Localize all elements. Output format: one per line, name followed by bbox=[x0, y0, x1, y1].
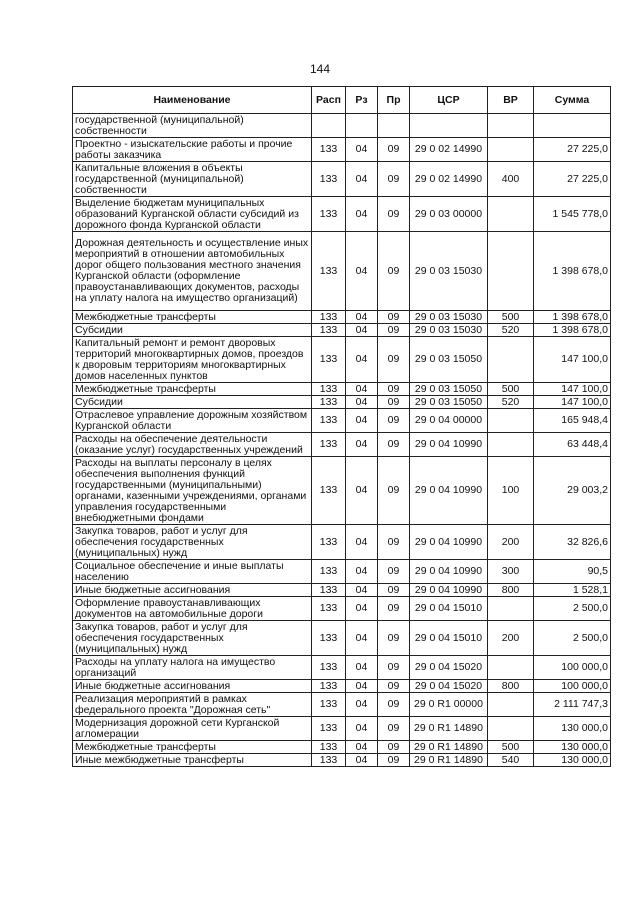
cell-rasp: 133 bbox=[312, 457, 346, 525]
cell-rasp: 133 bbox=[312, 197, 346, 232]
table-row bbox=[73, 433, 611, 457]
cell-name: Отраслевое управление дорожным хозяйством Курганской области bbox=[73, 409, 312, 433]
cell-pr: 09 bbox=[378, 337, 410, 383]
cell-rasp: 133 bbox=[312, 754, 346, 767]
table-row bbox=[73, 584, 611, 597]
cell-sum: 1 398 678,0 bbox=[534, 232, 611, 311]
cell-rz: 04 bbox=[346, 457, 378, 525]
cell-csr: 29 0 04 10990 bbox=[410, 457, 488, 525]
cell-name: Субсидии bbox=[73, 324, 312, 337]
cell-rz: 04 bbox=[346, 433, 378, 457]
cell-pr bbox=[378, 114, 410, 138]
table-row bbox=[73, 138, 611, 162]
cell-pr: 09 bbox=[378, 324, 410, 337]
header-vr: ВР bbox=[488, 87, 534, 114]
cell-name: Иные межбюджетные трансферты bbox=[73, 754, 312, 767]
cell-rz: 04 bbox=[346, 560, 378, 584]
cell-rasp: 133 bbox=[312, 680, 346, 693]
table-row bbox=[73, 656, 611, 680]
cell-name: Закупка товаров, работ и услуг для обеспечения государственных (муниципальных) нужд bbox=[73, 525, 312, 560]
cell-sum: 147 100,0 bbox=[534, 337, 611, 383]
cell-rz: 04 bbox=[346, 584, 378, 597]
cell-csr: 29 0 R1 14890 bbox=[410, 741, 488, 754]
cell-rasp: 133 bbox=[312, 324, 346, 337]
cell-rasp: 133 bbox=[312, 525, 346, 560]
cell-csr: 29 0 03 00000 bbox=[410, 197, 488, 232]
cell-csr: 29 0 04 10990 bbox=[410, 584, 488, 597]
cell-csr: 29 0 04 15020 bbox=[410, 680, 488, 693]
cell-sum: 2 500,0 bbox=[534, 621, 611, 656]
cell-pr: 09 bbox=[378, 717, 410, 741]
cell-pr: 09 bbox=[378, 693, 410, 717]
cell-csr: 29 0 04 10990 bbox=[410, 433, 488, 457]
cell-vr bbox=[488, 597, 534, 621]
cell-sum: 100 000,0 bbox=[534, 656, 611, 680]
cell-sum: 147 100,0 bbox=[534, 383, 611, 396]
cell-pr: 09 bbox=[378, 584, 410, 597]
cell-csr: 29 0 04 15010 bbox=[410, 597, 488, 621]
cell-name: Выделение бюджетам муниципальных образований Курганской области субсидий из дорожного фонда Курганской области bbox=[73, 197, 312, 232]
cell-vr: 500 bbox=[488, 741, 534, 754]
table-row bbox=[73, 324, 611, 337]
header-pr: Пр bbox=[378, 87, 410, 114]
cell-vr: 800 bbox=[488, 680, 534, 693]
cell-rz: 04 bbox=[346, 162, 378, 197]
cell-rasp: 133 bbox=[312, 396, 346, 409]
cell-rasp: 133 bbox=[312, 621, 346, 656]
cell-vr bbox=[488, 138, 534, 162]
cell-rasp: 133 bbox=[312, 311, 346, 324]
cell-csr: 29 0 03 15030 bbox=[410, 324, 488, 337]
cell-name: Расходы на выплаты персоналу в целях обеспечения выполнения функций государственными (муниципальными) органами, казенными учреждениями, органами управления государственными внебюджетными фондами bbox=[73, 457, 312, 525]
cell-pr: 09 bbox=[378, 621, 410, 656]
cell-rasp: 133 bbox=[312, 560, 346, 584]
cell-name: Реализация мероприятий в рамках федерального проекта "Дорожная сеть" bbox=[73, 693, 312, 717]
table-row bbox=[73, 717, 611, 741]
cell-vr: 200 bbox=[488, 621, 534, 656]
cell-name: Субсидии bbox=[73, 396, 312, 409]
cell-sum: 1 528,1 bbox=[534, 584, 611, 597]
cell-name: Иные бюджетные ассигнования bbox=[73, 584, 312, 597]
cell-csr: 29 0 03 15050 bbox=[410, 383, 488, 396]
cell-sum: 100 000,0 bbox=[534, 680, 611, 693]
cell-sum: 130 000,0 bbox=[534, 741, 611, 754]
cell-name: Дорожная деятельность и осуществление иных мероприятий в отношении автомобильных дорог общего пользования местного значения Курганской области (оформление правоустанавливающих документов, расходы на уплату налога на имущество организаций) bbox=[73, 232, 312, 311]
cell-sum: 63 448,4 bbox=[534, 433, 611, 457]
cell-csr: 29 0 03 15050 bbox=[410, 396, 488, 409]
cell-vr bbox=[488, 433, 534, 457]
cell-csr: 29 0 R1 00000 bbox=[410, 693, 488, 717]
cell-sum: 27 225,0 bbox=[534, 162, 611, 197]
cell-pr: 09 bbox=[378, 409, 410, 433]
cell-vr: 100 bbox=[488, 457, 534, 525]
cell-csr: 29 0 04 10990 bbox=[410, 560, 488, 584]
cell-rz: 04 bbox=[346, 597, 378, 621]
cell-rasp: 133 bbox=[312, 433, 346, 457]
cell-sum: 1 398 678,0 bbox=[534, 324, 611, 337]
cell-name: Оформление правоустанавливающих документов на автомобильные дороги bbox=[73, 597, 312, 621]
cell-rz: 04 bbox=[346, 197, 378, 232]
table-row bbox=[73, 754, 611, 767]
cell-csr: 29 0 03 15050 bbox=[410, 337, 488, 383]
cell-csr: 29 0 03 15030 bbox=[410, 311, 488, 324]
cell-rz: 04 bbox=[346, 337, 378, 383]
cell-rasp: 133 bbox=[312, 337, 346, 383]
cell-rz: 04 bbox=[346, 525, 378, 560]
table-row bbox=[73, 383, 611, 396]
cell-vr: 540 bbox=[488, 754, 534, 767]
table-row bbox=[73, 680, 611, 693]
cell-name: Капитальные вложения в объекты государственной (муниципальной) собственности bbox=[73, 162, 312, 197]
cell-rasp: 133 bbox=[312, 138, 346, 162]
header-name: Наименование bbox=[73, 87, 312, 114]
cell-vr bbox=[488, 717, 534, 741]
cell-pr: 09 bbox=[378, 396, 410, 409]
cell-rz: 04 bbox=[346, 754, 378, 767]
cell-rz: 04 bbox=[346, 693, 378, 717]
cell-vr: 500 bbox=[488, 383, 534, 396]
cell-rasp: 133 bbox=[312, 741, 346, 754]
cell-pr: 09 bbox=[378, 656, 410, 680]
cell-csr: 29 0 02 14990 bbox=[410, 162, 488, 197]
table-row bbox=[73, 337, 611, 383]
cell-rasp: 133 bbox=[312, 584, 346, 597]
cell-name: Закупка товаров, работ и услуг для обеспечения государственных (муниципальных) нужд bbox=[73, 621, 312, 656]
cell-vr: 500 bbox=[488, 311, 534, 324]
header-sum: Сумма bbox=[534, 87, 611, 114]
cell-name: Социальное обеспечение и иные выплаты населению bbox=[73, 560, 312, 584]
cell-sum: 165 948,4 bbox=[534, 409, 611, 433]
cell-rz: 04 bbox=[346, 324, 378, 337]
cell-pr: 09 bbox=[378, 383, 410, 396]
cell-rz: 04 bbox=[346, 311, 378, 324]
cell-rasp: 133 bbox=[312, 717, 346, 741]
cell-rasp: 133 bbox=[312, 597, 346, 621]
cell-name: Межбюджетные трансферты bbox=[73, 311, 312, 324]
cell-pr: 09 bbox=[378, 197, 410, 232]
cell-rz: 04 bbox=[346, 396, 378, 409]
cell-name: Капитальный ремонт и ремонт дворовых территорий многоквартирных домов, проездов к дворовым территориям многоквартирных домов населенных пунктов bbox=[73, 337, 312, 383]
table-row bbox=[73, 621, 611, 656]
cell-sum: 2 500,0 bbox=[534, 597, 611, 621]
cell-name: Модернизация дорожной сети Курганской агломерации bbox=[73, 717, 312, 741]
table-row bbox=[73, 114, 611, 138]
cell-pr: 09 bbox=[378, 680, 410, 693]
cell-rasp: 133 bbox=[312, 383, 346, 396]
cell-name: Проектно - изыскательские работы и прочие работы заказчика bbox=[73, 138, 312, 162]
cell-name: Расходы на уплату налога на имущество организаций bbox=[73, 656, 312, 680]
cell-pr: 09 bbox=[378, 457, 410, 525]
cell-name: Расходы на обеспечение деятельности (оказание услуг) государственных учреждений bbox=[73, 433, 312, 457]
cell-pr: 09 bbox=[378, 525, 410, 560]
cell-rasp: 133 bbox=[312, 232, 346, 311]
cell-sum: 2 111 747,3 bbox=[534, 693, 611, 717]
cell-csr: 29 0 02 14990 bbox=[410, 138, 488, 162]
cell-sum: 1 545 778,0 bbox=[534, 197, 611, 232]
table-body bbox=[73, 114, 611, 767]
table-header-row bbox=[73, 87, 611, 114]
cell-csr: 29 0 04 10990 bbox=[410, 525, 488, 560]
cell-vr: 400 bbox=[488, 162, 534, 197]
table-row bbox=[73, 693, 611, 717]
cell-sum: 147 100,0 bbox=[534, 396, 611, 409]
cell-csr: 29 0 R1 14890 bbox=[410, 754, 488, 767]
cell-pr: 09 bbox=[378, 741, 410, 754]
cell-vr bbox=[488, 409, 534, 433]
cell-rz: 04 bbox=[346, 232, 378, 311]
cell-pr: 09 bbox=[378, 754, 410, 767]
cell-rz: 04 bbox=[346, 138, 378, 162]
table-row bbox=[73, 162, 611, 197]
cell-pr: 09 bbox=[378, 560, 410, 584]
cell-rz: 04 bbox=[346, 656, 378, 680]
cell-vr: 200 bbox=[488, 525, 534, 560]
table-row bbox=[73, 232, 611, 311]
table-row bbox=[73, 560, 611, 584]
cell-vr bbox=[488, 232, 534, 311]
table-row bbox=[73, 525, 611, 560]
cell-csr bbox=[410, 114, 488, 138]
page-number: 144 bbox=[309, 62, 331, 76]
cell-sum: 32 826,6 bbox=[534, 525, 611, 560]
budget-table bbox=[72, 86, 611, 767]
cell-rasp: 133 bbox=[312, 162, 346, 197]
cell-sum: 90,5 bbox=[534, 560, 611, 584]
header-rasp: Расп bbox=[312, 87, 346, 114]
cell-pr: 09 bbox=[378, 162, 410, 197]
cell-csr: 29 0 04 00000 bbox=[410, 409, 488, 433]
cell-vr bbox=[488, 337, 534, 383]
cell-rz bbox=[346, 114, 378, 138]
cell-vr: 800 bbox=[488, 584, 534, 597]
cell-vr: 520 bbox=[488, 324, 534, 337]
cell-pr: 09 bbox=[378, 597, 410, 621]
cell-vr bbox=[488, 197, 534, 232]
cell-sum: 1 398 678,0 bbox=[534, 311, 611, 324]
cell-sum: 27 225,0 bbox=[534, 138, 611, 162]
cell-name: государственной (муниципальной) собственности bbox=[73, 114, 312, 138]
cell-vr: 520 bbox=[488, 396, 534, 409]
cell-sum: 29 003,2 bbox=[534, 457, 611, 525]
cell-vr: 300 bbox=[488, 560, 534, 584]
cell-vr bbox=[488, 114, 534, 138]
cell-rz: 04 bbox=[346, 741, 378, 754]
cell-sum bbox=[534, 114, 611, 138]
cell-pr: 09 bbox=[378, 433, 410, 457]
cell-name: Межбюджетные трансферты bbox=[73, 741, 312, 754]
cell-rasp: 133 bbox=[312, 409, 346, 433]
cell-pr: 09 bbox=[378, 311, 410, 324]
cell-rz: 04 bbox=[346, 717, 378, 741]
cell-name: Иные бюджетные ассигнования bbox=[73, 680, 312, 693]
table-row bbox=[73, 597, 611, 621]
cell-csr: 29 0 04 15020 bbox=[410, 656, 488, 680]
cell-vr bbox=[488, 693, 534, 717]
cell-csr: 29 0 04 15010 bbox=[410, 621, 488, 656]
table-row bbox=[73, 311, 611, 324]
table-row bbox=[73, 197, 611, 232]
cell-csr: 29 0 03 15030 bbox=[410, 232, 488, 311]
cell-vr bbox=[488, 656, 534, 680]
table-row bbox=[73, 457, 611, 525]
table-row bbox=[73, 396, 611, 409]
cell-rasp: 133 bbox=[312, 656, 346, 680]
cell-rz: 04 bbox=[346, 409, 378, 433]
cell-csr: 29 0 R1 14890 bbox=[410, 717, 488, 741]
cell-pr: 09 bbox=[378, 138, 410, 162]
header-csr: ЦСР bbox=[410, 87, 488, 114]
cell-rz: 04 bbox=[346, 383, 378, 396]
table-row bbox=[73, 741, 611, 754]
cell-rz: 04 bbox=[346, 680, 378, 693]
cell-sum: 130 000,0 bbox=[534, 754, 611, 767]
table-row bbox=[73, 409, 611, 433]
cell-pr: 09 bbox=[378, 232, 410, 311]
cell-rz: 04 bbox=[346, 621, 378, 656]
cell-sum: 130 000,0 bbox=[534, 717, 611, 741]
cell-name: Межбюджетные трансферты bbox=[73, 383, 312, 396]
header-rz: Рз bbox=[346, 87, 378, 114]
cell-rasp bbox=[312, 114, 346, 138]
cell-rasp: 133 bbox=[312, 693, 346, 717]
